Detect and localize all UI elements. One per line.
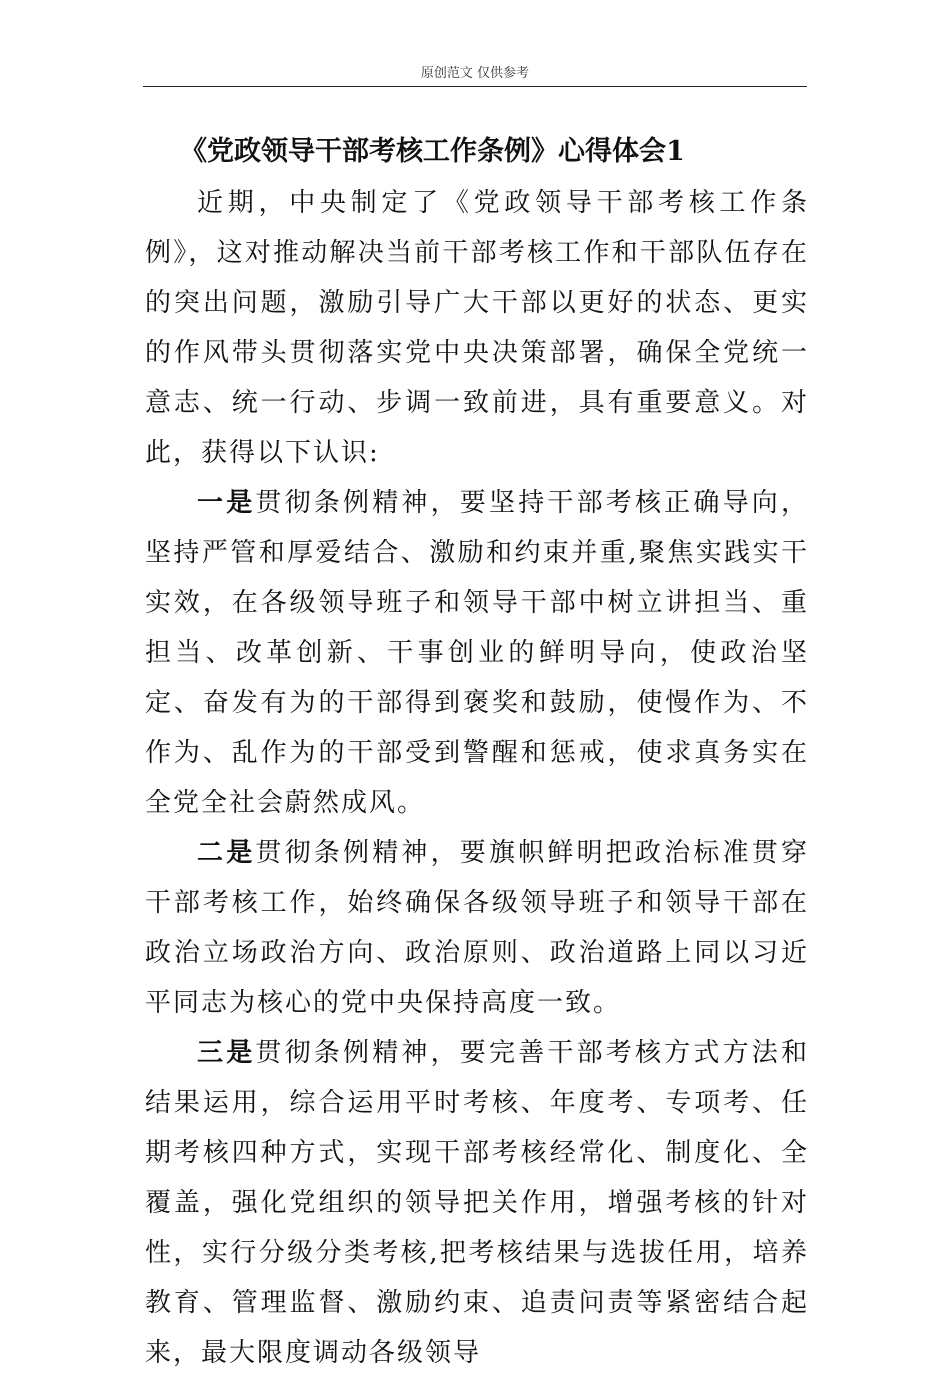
header-divider [143, 86, 807, 87]
paragraph-lead: 一是 [197, 488, 256, 518]
paragraph-point-2 [145, 828, 809, 1028]
paragraph-text: 近期，中央制定了《党政领导干部考核工作条例》，这对推动解决当前干部考核工作和干部队伍存在的突出问题，激励引导广大干部以更好的状态、更实的作风带头贯彻落实党中央决策部署，确保全党统一意志、统一行动、步调一致前进，具有重要意义。对此，获得以下认识: [145, 188, 809, 468]
paragraph-point-3 [145, 1028, 809, 1378]
document-body [145, 178, 809, 1378]
page-header: 原创范文 仅供参考 [420, 66, 530, 81]
paragraph-text: 贯彻条例精神，要完善干部考核方式方法和结果运用，综合运用平时考核、年度考、专项考、任期考核四种方式，实现干部考核经常化、制度化、全覆盖，强化党组织的领导把关作用，增强考核的针对性，实行分级分类考核,把考核结果与选拔任用，培养教育、管理监督、激励约束、追责问责等紧密结合起来，最大限度调动各级领导 [145, 1038, 809, 1368]
paragraph-text: 贯彻条例精神，要旗帜鲜明把政治标准贯穿干部考核工作，始终确保各级领导班子和领导干部在政治立场政治方向、政治原则、政治道路上同以习近平同志为核心的党中央保持高度一致。 [145, 838, 809, 1018]
document-title: 《党政领导干部考核工作条例》心得体会1 [180, 136, 685, 167]
paragraph-text: 贯彻条例精神，要坚持干部考核正确导向，坚持严管和厚爱结合、激励和约束并重,聚焦实践实干实效，在各级领导班子和领导干部中树立讲担当、重担当、改革创新、干事创业的鲜明导向，使政治坚定、奋发有为的干部得到褒奖和鼓励，使慢作为、不作为、乱作为的干部受到警醒和惩戒，使求真务实在全党全社会蔚然成风。 [145, 488, 809, 818]
paragraph-point-1 [145, 478, 809, 828]
paragraph-intro [145, 178, 809, 478]
paragraph-lead: 二是 [197, 838, 256, 868]
paragraph-lead: 三是 [197, 1038, 256, 1068]
